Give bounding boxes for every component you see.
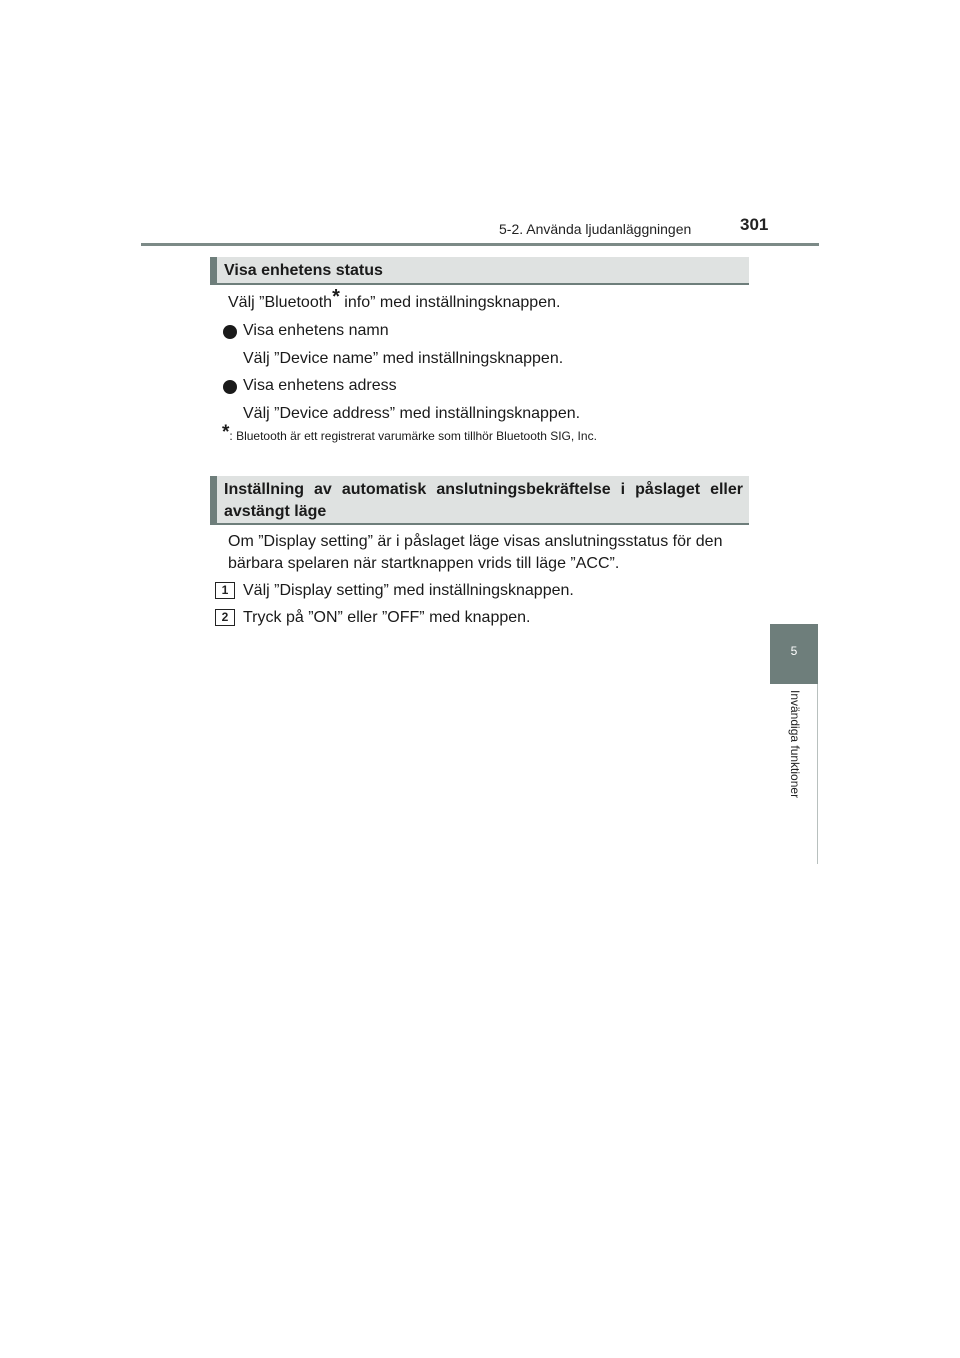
- section2-heading-line2: avstängt läge: [224, 503, 327, 520]
- step-text: Tryck på ”ON” eller ”OFF” med knappen.: [243, 609, 531, 626]
- chapter-tab-rule: [817, 684, 818, 864]
- bullet-item-title: Visa enhetens namn: [243, 322, 389, 339]
- bullet-icon: [223, 325, 237, 339]
- chapter-tab-number: 5: [790, 644, 798, 658]
- section-heading-auto-connection: [210, 476, 749, 525]
- footnote: [222, 422, 597, 443]
- section1-intro-after: info” med inställningsknappen.: [339, 294, 561, 311]
- bullet-item-title: Visa enhetens adress: [243, 377, 397, 394]
- section2-paragraph-line1: Om ”Display setting” är i påslaget läge visas anslutningsstatus för den: [228, 533, 723, 550]
- section2-heading-line1: Inställning av automatisk anslutningsbekräftelse i påslaget eller: [224, 481, 743, 498]
- asterisk-mark: *: [332, 286, 340, 308]
- page-number: 301: [740, 215, 769, 234]
- section1-intro: [228, 286, 561, 312]
- bullet-icon: [223, 380, 237, 394]
- section2-paragraph-line2: bärbara spelaren när startknappen vrids till läge ”ACC”.: [228, 555, 620, 572]
- chapter-tab-label: Invändiga funktioner: [788, 690, 802, 799]
- bullet-item-text: Välj ”Device name” med inställningsknappen.: [243, 350, 564, 367]
- header-divider: [141, 243, 819, 246]
- footnote-text: : Bluetooth är ett registrerat varumärke som tillhör Bluetooth SIG, Inc.: [229, 429, 597, 443]
- step-number-badge: 1: [215, 582, 235, 599]
- step-text: Välj ”Display setting” med inställningsknappen.: [243, 582, 574, 599]
- section1-intro-before: Välj ”Bluetooth: [228, 294, 333, 311]
- step-number-badge: 2: [215, 609, 235, 626]
- chapter-tab: [770, 624, 818, 684]
- running-header-section: 5-2. Använda ljudanläggningen: [499, 221, 692, 237]
- bullet-item-text: Välj ”Device address” med inställningsknappen.: [243, 405, 581, 422]
- section-heading-device-status: Visa enhetens status: [210, 257, 749, 285]
- footnote-asterisk: *: [222, 422, 230, 443]
